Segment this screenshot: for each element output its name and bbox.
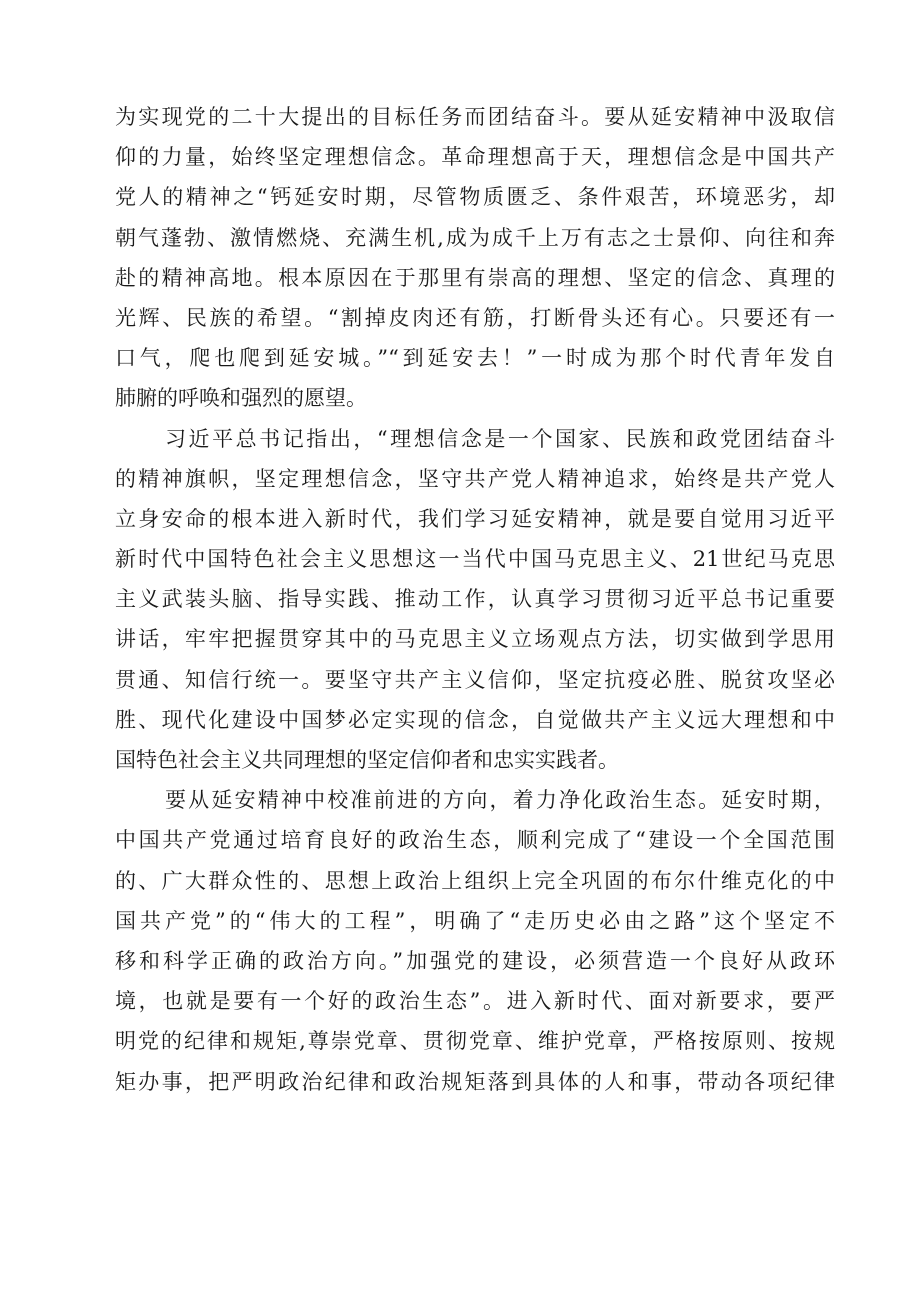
text-line: 的精神旗帜，坚定理想信念，坚守共产党人精神追求，始终是共产党人 [115, 466, 835, 491]
paragraph-1 [115, 97, 835, 419]
text-line: 移和科学正确的政治方向。”加强党的建设，必须营造一个良好从政环 [115, 948, 835, 973]
text-line: 口气，爬也爬到延安城。”“到延安去！”一时成为那个时代青年发自 [115, 346, 835, 371]
text-line: 新时代中国特色社会主义思想这一当代中国马克思主义、21世纪马克思 [115, 547, 835, 572]
text-line: 习近平总书记指出，“理想信念是一个国家、民族和政党团结奋斗 [165, 426, 835, 451]
text-line: 主义武装头脑、指导实践、推动工作，认真学习贯彻习近平总书记重要 [115, 587, 835, 612]
text-line: 国特色社会主义共同理想的坚定信仰者和忠实实践者。 [115, 748, 619, 772]
paragraph-2 [115, 419, 835, 781]
text-line: 明党的纪律和规矩,尊崇党章、贯彻党章、维护党章，严格按原则、按规 [115, 1029, 835, 1054]
body-text [115, 97, 835, 1102]
text-line: 光辉、民族的希望。“割掉皮肉还有筋，打断骨头还有心。只要还有一 [115, 305, 835, 330]
text-line: 的、广大群众性的、思想上政治上组织上完全巩固的布尔什维克化的中 [115, 868, 835, 893]
text-line: 境，也就是要有一个好的政治生态”。进入新时代、面对新要求，要严 [115, 989, 835, 1014]
text-line: 贯通、知信行统一。要坚守共产主义信仰，坚定抗疫必胜、脱贫攻坚必 [115, 667, 835, 692]
text-line: 国共产党”的“伟大的工程”，明确了“走历史必由之路”这个坚定不 [115, 908, 835, 933]
text-line: 朝气蓬勃、激情燃烧、充满生机,成为成千上万有志之士景仰、向往和奔 [115, 225, 835, 250]
text-line: 讲话，牢牢把握贯穿其中的马克思主义立场观点方法，切实做到学思用 [115, 627, 835, 652]
text-line: 立身安命的根本进入新时代，我们学习延安精神，就是要自觉用习近平 [115, 506, 835, 531]
paragraph-3 [115, 780, 835, 1102]
text-line: 胜、现代化建设中国梦必定实现的信念，自觉做共产主义远大理想和中 [115, 707, 835, 732]
text-line: 赴的精神高地。根本原因在于那里有崇高的理想、坚定的信念、真理的 [115, 265, 835, 290]
text-line: 仰的力量，始终坚定理想信念。革命理想高于天，理想信念是中国共产 [115, 145, 835, 170]
text-line: 中国共产党通过培育良好的政治生态，顺利完成了“建设一个全国范围 [115, 828, 835, 853]
text-line: 矩办事，把严明政治纪律和政治规矩落到具体的人和事，带动各项纪律 [115, 1069, 835, 1094]
text-line: 要从延安精神中校准前进的方向，着力净化政治生态。延安时期， [165, 788, 835, 813]
text-line: 为实现党的二十大提出的目标任务而团结奋斗。要从延安精神中汲取信 [115, 105, 835, 129]
text-line: 肺腑的呼唤和强烈的愿望。 [115, 386, 367, 411]
text-line: 党人的精神之“钙延安时期，尽管物质匮乏、条件艰苦，环境恶劣，却 [115, 185, 835, 210]
